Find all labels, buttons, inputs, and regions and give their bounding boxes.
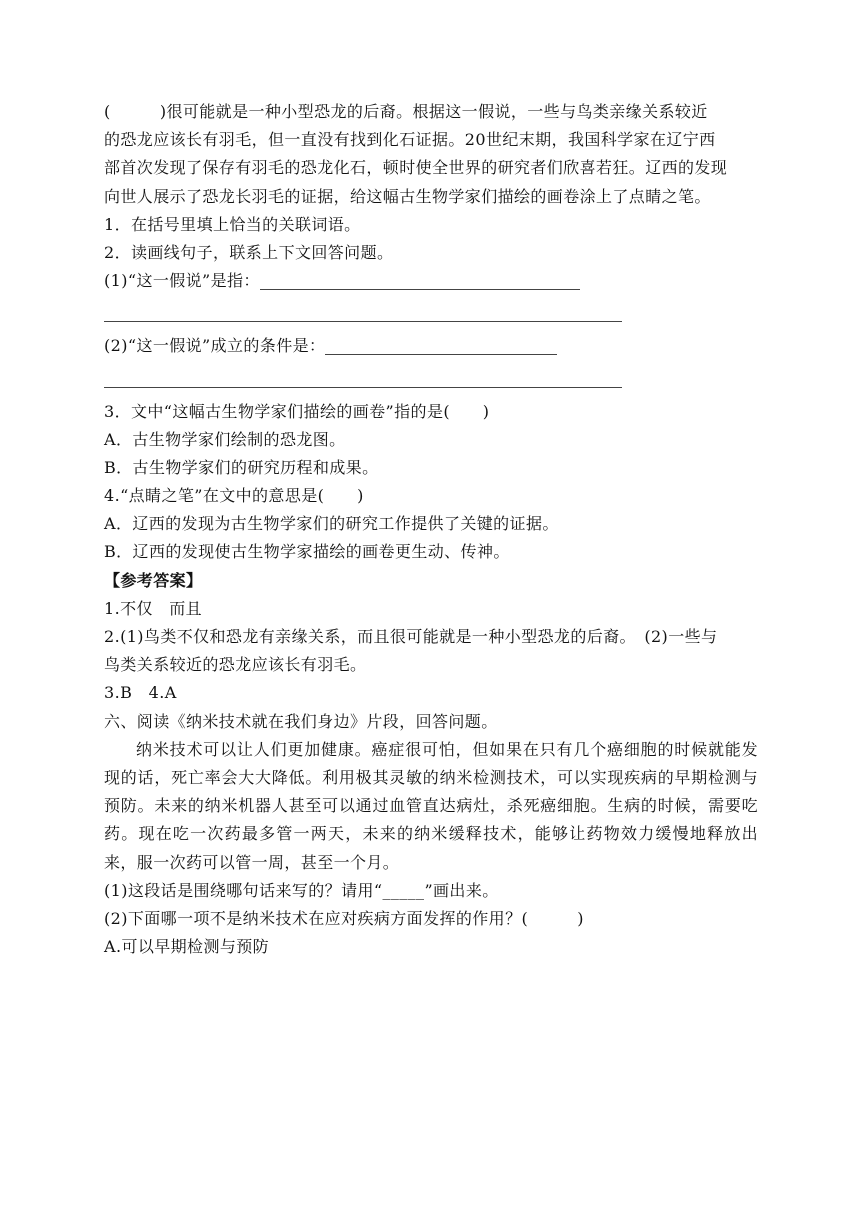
section-6-title: 六、阅读《纳米技术就在我们身边》片段，回答问题。 <box>104 711 498 731</box>
answer-3-4: 3.B 4.A <box>104 683 177 703</box>
question-4-option-b: B．辽西的发现使古生物学家描绘的画卷更生动、传神。 <box>104 542 510 562</box>
answer-1: 1.不仅 而且 <box>104 598 203 618</box>
passage-line: 向世人展示了恐龙长羽毛的证据，给这幅古生物学家们描绘的画卷涂上了点睛之笔。 <box>104 186 711 206</box>
question-4-option-a: A．辽西的发现为古生物学家们的研究工作提供了关键的证据。 <box>104 514 559 534</box>
question-3-option-b: B．古生物学家们的研究历程和成果。 <box>104 457 379 477</box>
section-6-question-2: (2)下面哪一项不是纳米技术在应对疾病方面发挥的作用？( ) <box>104 908 584 928</box>
question-2-1 <box>104 267 758 295</box>
passage-line: 部首次发现了保存有羽毛的恐龙化石，顿时使全世界的研究者们欣喜若狂。辽西的发现 <box>104 158 728 178</box>
passage-2: 纳米技术可以让人们更加健康。癌症很可怕，但如果在只有几个癌细胞的时候就能发现的话，死亡率会大大降低。利用极其灵敏的纳米检测技术，可以实现疾病的早期检测与预防。未来的纳米机器人甚至可以通过血管直达病灶，杀死癌细胞。生病的时候，需要吃药。现在吃一次药最多管一两天，未来的纳米缓释技术，能够让药物效力缓慢地释放出来，服一次药可以管一周，甚至一个月。 <box>104 739 758 872</box>
answer-blank-line[interactable] <box>104 361 622 388</box>
section-6-question-1: (1)这段话是围绕哪句话来写的？请用“_____”画出来。 <box>104 880 499 900</box>
answer-header: 【参考答案】 <box>104 570 203 590</box>
passage-line: ( )很可能就是一种小型恐龙的后裔。根据这一假说，一些与鸟类亲缘关系较近 <box>104 102 708 121</box>
question-2: 2．读画线句子，联系上下文回答问题。 <box>104 242 394 262</box>
answer-2-line: 2.(1)鸟类不仅和恐龙有亲缘关系，而且很可能就是一种小型恐龙的后裔。 (2)一些与 <box>104 627 718 646</box>
section-6-question-2-option-a: A.可以早期检测与预防 <box>104 937 270 957</box>
passage-line: 的恐龙应该长有羽毛，但一直没有找到化石证据。20世纪末期，我国科学家在辽宁西 <box>104 130 716 150</box>
answer-blank[interactable] <box>260 271 580 290</box>
document-page <box>104 98 758 961</box>
question-1: 1．在括号里填上恰当的关联词语。 <box>104 214 361 234</box>
passage-1 <box>104 98 758 211</box>
question-3: 3．文中“这幅古生物学家们描绘的画卷”指的是( ) <box>104 401 490 421</box>
question-3-option-a: A．古生物学家们绘制的恐龙图。 <box>104 429 346 449</box>
answer-blank-line[interactable] <box>104 295 622 322</box>
answer-2-line: 鸟类关系较近的恐龙应该长有羽毛。 <box>104 655 367 675</box>
question-2-2-label: (2)“这一假说”成立的条件是： <box>104 336 326 356</box>
question-2-1-label: (1)“这一假说”是指： <box>104 271 260 291</box>
answer-blank[interactable] <box>325 336 557 355</box>
question-2-2 <box>104 332 758 360</box>
question-4: 4.“点睛之笔”在文中的意思是( ) <box>104 486 364 506</box>
